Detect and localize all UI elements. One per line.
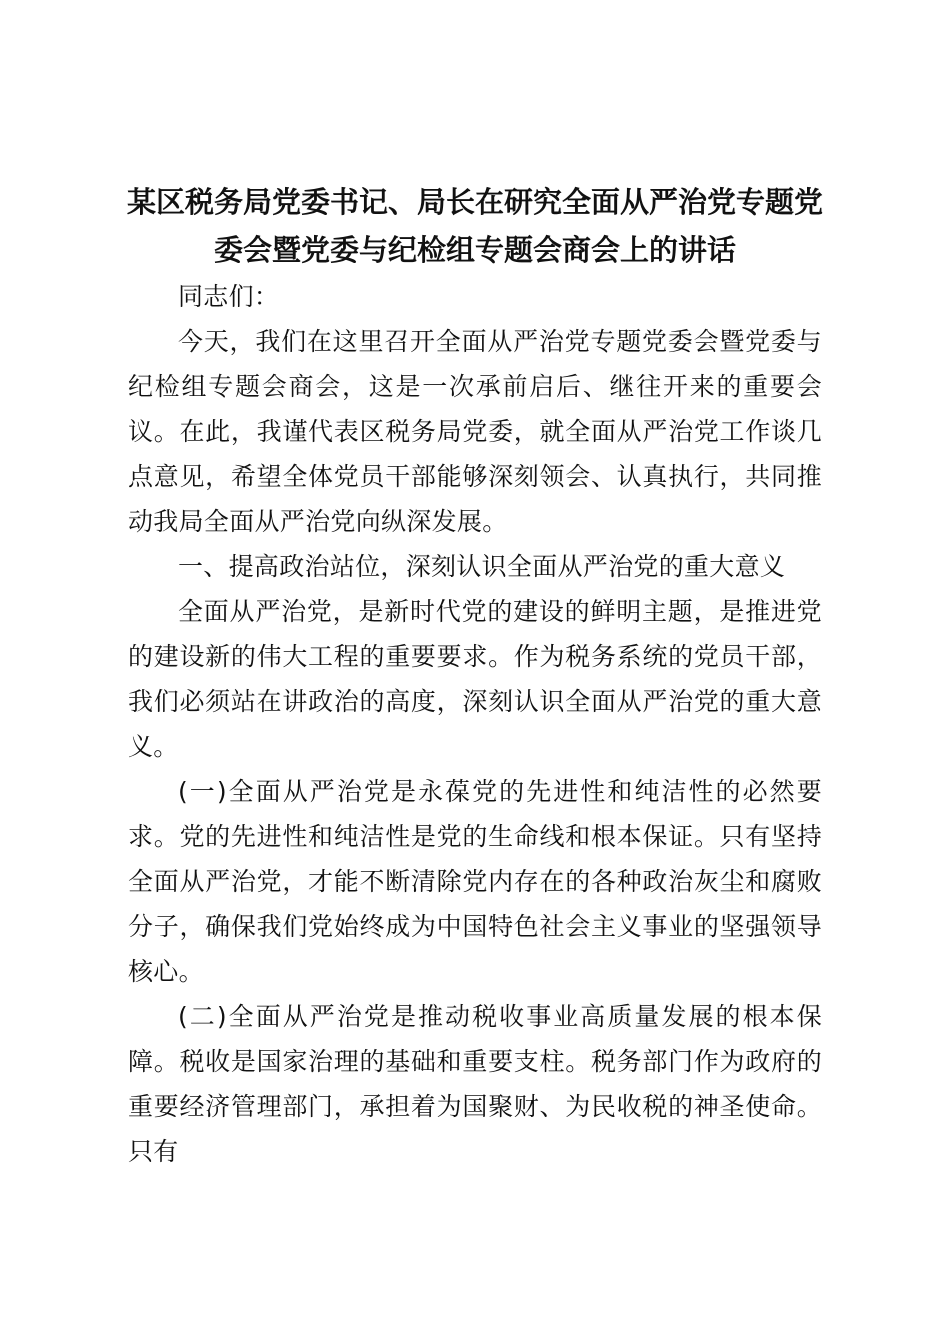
title-line-1: 某区税务局党委书记、局长在研究全面从严治党专题党 bbox=[126, 185, 823, 219]
paragraph-section-1: 全面从严治党，是新时代党的建设的鲜明主题，是推进党的建设新的伟大工程的重要要求。作为税务系统的党员干部，我们必须站在讲政治的高度，深刻认识全面从严治党的重大意义。 bbox=[128, 597, 822, 761]
paragraph-point-1: (一)全面从严治党是永葆党的先进性和纯洁性的必然要求。党的先进性和纯洁性是党的生命线和根本保证。只有坚持全面从严治党，才能不断清除党内存在的各种政治灰尘和腐败分子，确保我们党始终成为中国特色社会主义事业的坚强领导核心。 bbox=[128, 777, 822, 986]
document-title bbox=[120, 178, 830, 274]
greeting: 同志们： bbox=[178, 282, 280, 311]
paragraph-point-2: (二)全面从严治党是推动税收事业高质量发展的根本保障。税收是国家治理的基础和重要支柱。税务部门作为政府的重要经济管理部门，承担着为国聚财、为民收税的神圣使命。只有 bbox=[128, 1002, 822, 1166]
section-heading-1: 一、提高政治站位，深刻认识全面从严治党的重大意义 bbox=[178, 552, 786, 581]
paragraph-intro: 今天，我们在这里召开全面从严治党专题党委会暨党委与纪检组专题会商会，这是一次承前启后、继往开来的重要会议。在此，我谨代表区税务局党委，就全面从严治党工作谈几点意见，希望全体党员干部能够深刻领会、认真执行，共同推动我局全面从严治党向纵深发展。 bbox=[128, 327, 822, 536]
title-line-2: 委会暨党委与纪检组专题会商会上的讲话 bbox=[213, 233, 736, 267]
document-page bbox=[128, 178, 822, 1174]
